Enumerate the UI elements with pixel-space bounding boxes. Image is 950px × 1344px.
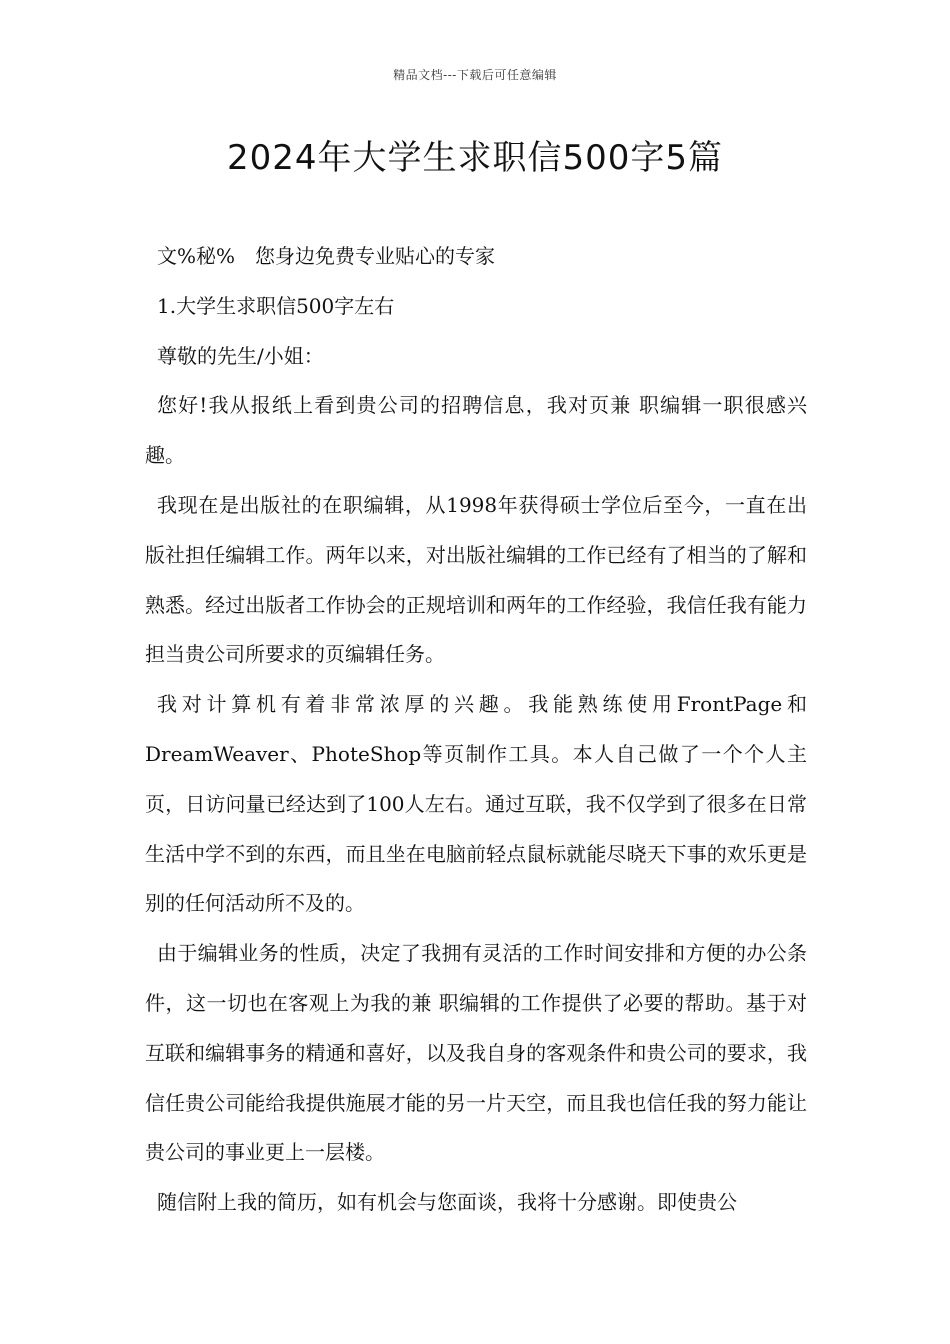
body-paragraph: 我对计算机有着非常浓厚的兴趣。我能熟练使用FrontPage和DreamWeaver、PhoteShop等页制作工具。本人自己做了一个个人主页，日访问量已经达到了100人左右。通过互联，我不仅学到了很多在日常生活中学不到的东西，而且坐在电脑前轻点鼠标就能尽晓天下事的欢乐更是别的任何活动所不及的。 — [145, 692, 807, 916]
tagline-paragraph: 文%秘% 您身边免费专业贴心的专家 — [157, 244, 496, 268]
document-body — [145, 232, 807, 1228]
body-paragraph: 您好!我从报纸上看到贵公司的招聘信息，我对页兼 职编辑一职很感兴趣。 — [145, 393, 807, 468]
header-note: 精品文档---下载后可任意编辑 — [393, 68, 557, 82]
body-paragraph: 随信附上我的简历，如有机会与您面谈，我将十分感谢。即使贵公 — [157, 1190, 737, 1215]
document-title: 2024年大学生求职信500字5篇 — [226, 138, 724, 178]
section-heading: 1.大学生求职信500字左右 — [157, 293, 395, 318]
salutation: 尊敬的先生/小姐： — [157, 343, 324, 368]
body-paragraph: 由于编辑业务的性质，决定了我拥有灵活的工作时间安排和方便的办公条件，这一切也在客观上为我的兼 职编辑的工作提供了必要的帮助。基于对互联和编辑事务的精通和喜好，以及我自身的客观条件和贵公司的要求，我信任贵公司能给我提供施展才能的另一片天空，而且我也信任我的努力能让贵公司的事业更上一层楼。 — [145, 941, 807, 1165]
body-paragraph: 我现在是出版社的在职编辑，从1998年获得硕士学位后至今，一直在出版社担任编辑工作。两年以来，对出版社编辑的工作已经有了相当的了解和熟悉。经过出版者工作协会的正规培训和两年的工作经验，我信任我有能力担当贵公司所要求的页编辑任务。 — [145, 492, 807, 667]
